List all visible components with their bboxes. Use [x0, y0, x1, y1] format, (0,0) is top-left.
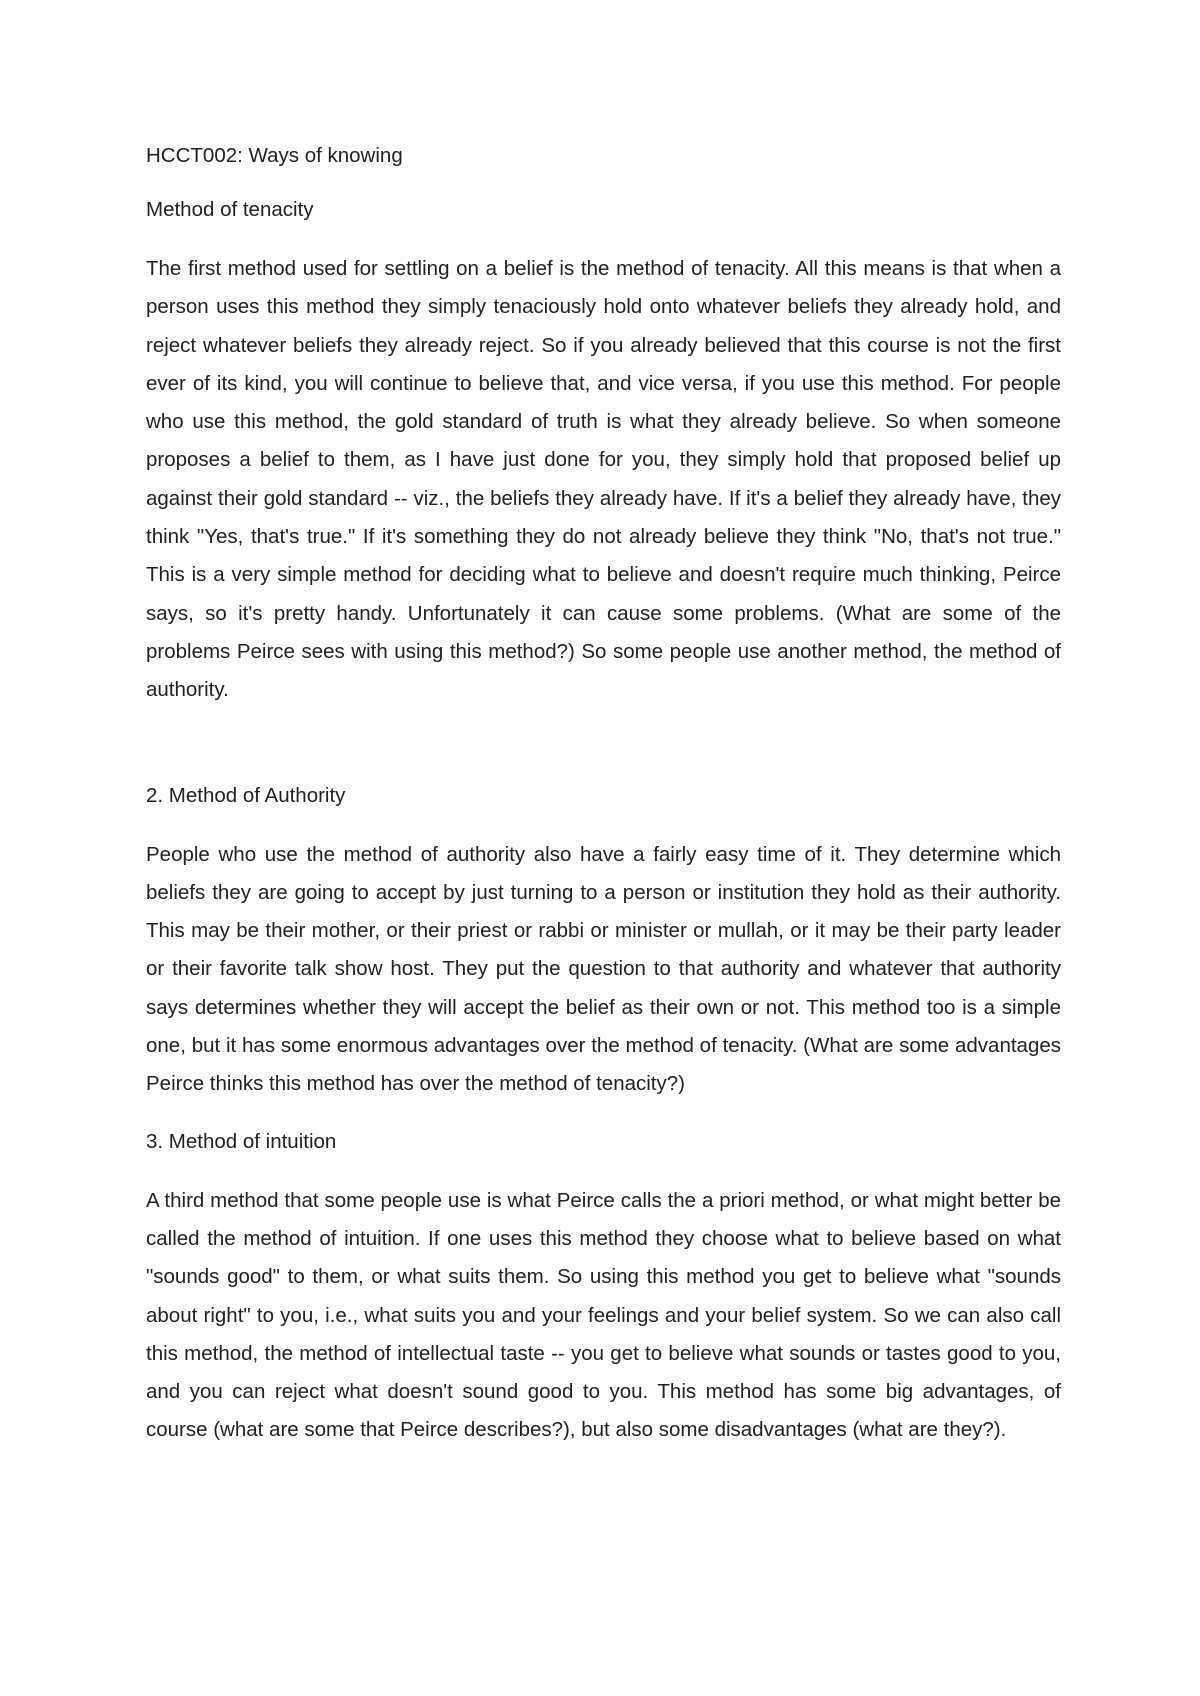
document-page [146, 142, 1061, 1474]
section-body-intuition: A third method that some people use is what Peirce calls the a priori method, or what might better be called the method of intuition. If one uses this method they choose what to believe based on what "sounds good" to them, or what suits them. So using this method you get to believe what "sounds about right" to you, i.e., what suits you and your feelings and your belief system. So we can also call this method, the method of intellectual taste -- you get to believe what sounds or tastes good to you, and you can reject what doesn't sound good to you. This method has some big advantages, of course (what are some that Peirce describes?), but also some disadvantages (what are they?). [146, 1188, 1061, 1442]
section-heading-authority: 2. Method of Authority [146, 783, 346, 807]
section-body-authority: People who use the method of authority also have a fairly easy time of it. They determine which beliefs they are going to accept by just turning to a person or institution they hold as their authority. This may be their mother, or their priest or rabbi or minister or mullah, or it may be their party leader or their favorite talk show host. They put the question to that authority and whatever that authority says determines whether they will accept the belief as their own or not. This method too is a simple one, but it has some enormous advantages over the method of tenacity. (What are some advantages Peirce thinks this method has over the method of tenacity?) [146, 842, 1061, 1096]
section-spacer [146, 734, 1061, 782]
section-heading-intuition: 3. Method of intuition [146, 1129, 337, 1153]
section-heading-tenacity: Method of tenacity [146, 198, 314, 221]
document-title: HCCT002: Ways of knowing [146, 144, 403, 167]
section-body-tenacity: The first method used for settling on a belief is the method of tenacity. All this means is that when a person uses this method they simply tenaciously hold onto whatever beliefs they already hold, and reject whatever beliefs they already reject. So if you already believed that this course is not the first ever of its kind, you will continue to believe that, and vice versa, if you use this method. For people who use this method, the gold standard of truth is what they already believe. So when someone proposes a belief to them, as I have just done for you, they simply hold that proposed belief up against their gold standard -- viz., the beliefs they already have. If it's a belief they already have, they think "Yes, that's true." If it's something they do not already believe they think "No, that's not true." This is a very simple method for deciding what to believe and doesn't require much thinking, Peirce says, so it's pretty handy. Unfortunately it can cause some problems. (What are some of the problems Peirce sees with using this method?) So some people use another method, the method of authority. [146, 257, 1061, 702]
